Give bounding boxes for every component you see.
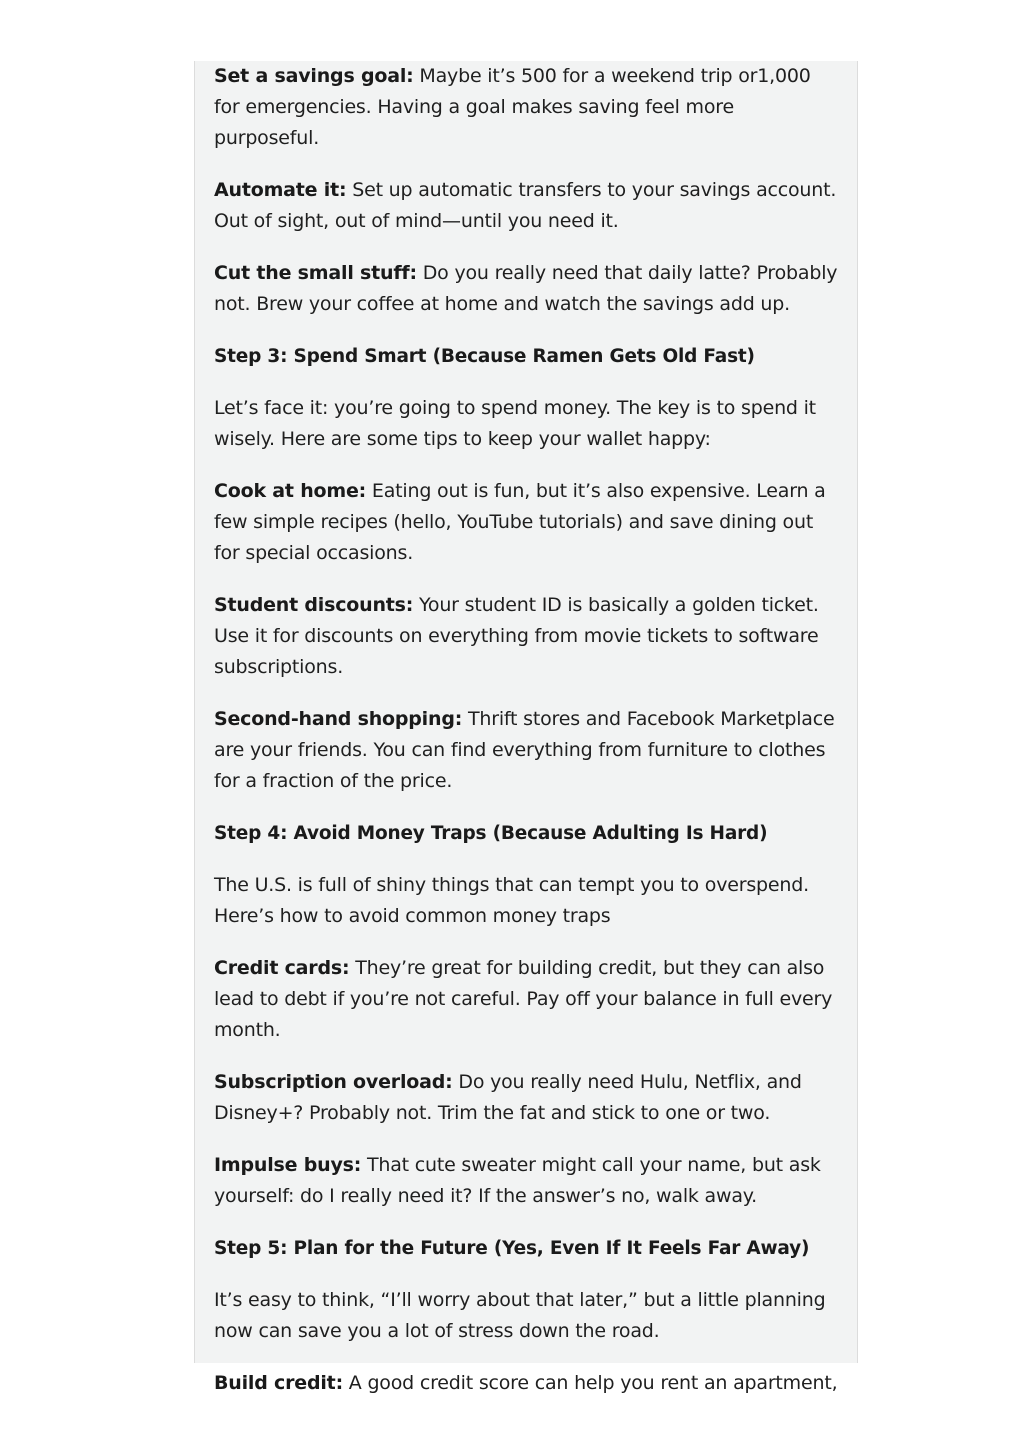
list-item: [214, 1368, 842, 1399]
item-label: Credit cards:: [214, 957, 350, 979]
list-item: [214, 704, 842, 797]
item-text: Your student ID is basically a golden ticket. Use it for discounts on everything from movie tickets to software subscriptions.: [214, 594, 819, 678]
item-label: Set a savings goal:: [214, 65, 414, 87]
list-item: [214, 258, 842, 320]
list-item: [214, 590, 842, 683]
item-label: Cut the small stuff:: [214, 262, 417, 284]
list-item: [214, 61, 842, 154]
article-panel: [194, 61, 858, 1394]
item-label: Build credit:: [214, 1372, 343, 1394]
item-label: Second-hand shopping:: [214, 708, 463, 730]
item-text: Do you really need Hulu, Netflix, and Disney+? Probably not. Trim the fat and stick to one or two.: [214, 1071, 802, 1124]
item-label: Cook at home:: [214, 480, 367, 502]
item-text: Do you really need that daily latte? Probably not. Brew your coffee at home and watch the savings add up.: [214, 262, 838, 315]
paragraph: Let’s face it: you’re going to spend money. The key is to spend it wisely. Here are some tips to keep your wallet happy:: [214, 397, 816, 450]
item-text: Set up automatic transfers to your savings account. Out of sight, out of mind—until you need it.: [214, 179, 837, 232]
item-text: They’re great for building credit, but they can also lead to debt if you’re not careful. Pay off your balance in full every month.: [214, 957, 833, 1041]
item-label: Impulse buys:: [214, 1154, 362, 1176]
item-text: Maybe it’s 500 for a weekend trip or1,000 for emergencies. Having a goal makes saving feel more purposeful.: [214, 65, 811, 149]
list-item: [214, 1067, 842, 1129]
item-text: Eating out is fun, but it’s also expensive. Learn a few simple recipes (hello, YouTube tutorials) and save dining out for special occasions.: [214, 480, 826, 564]
item-label: Automate it:: [214, 179, 347, 201]
item-label: Subscription overload:: [214, 1071, 453, 1093]
list-item: [214, 175, 842, 237]
list-item: [214, 953, 842, 1046]
item-text: That cute sweater might call your name, but ask yourself: do I really need it? If the answer’s no, walk away.: [214, 1154, 821, 1207]
section-heading: Step 3: Spend Smart (Because Ramen Gets Old Fast): [214, 346, 755, 367]
list-item: [214, 476, 842, 569]
item-text: A good credit score can help you rent an apartment,: [342, 1372, 838, 1394]
paragraph: The U.S. is full of shiny things that can tempt you to overspend. Here’s how to avoid common money traps: [214, 874, 809, 927]
paragraph: It’s easy to think, “I’ll worry about that later,” but a little planning now can save you a lot of stress down the road.: [214, 1289, 826, 1342]
item-text: Thrift stores and Facebook Marketplace are your friends. You can find everything from furniture to clothes for a fraction of the price.: [214, 708, 835, 792]
item-label: Student discounts:: [214, 594, 414, 616]
list-item: [214, 1150, 842, 1212]
section-heading: Step 5: Plan for the Future (Yes, Even If It Feels Far Away): [214, 1238, 810, 1259]
section-heading: Step 4: Avoid Money Traps (Because Adulting Is Hard): [214, 823, 768, 844]
article-content: [214, 61, 842, 1399]
